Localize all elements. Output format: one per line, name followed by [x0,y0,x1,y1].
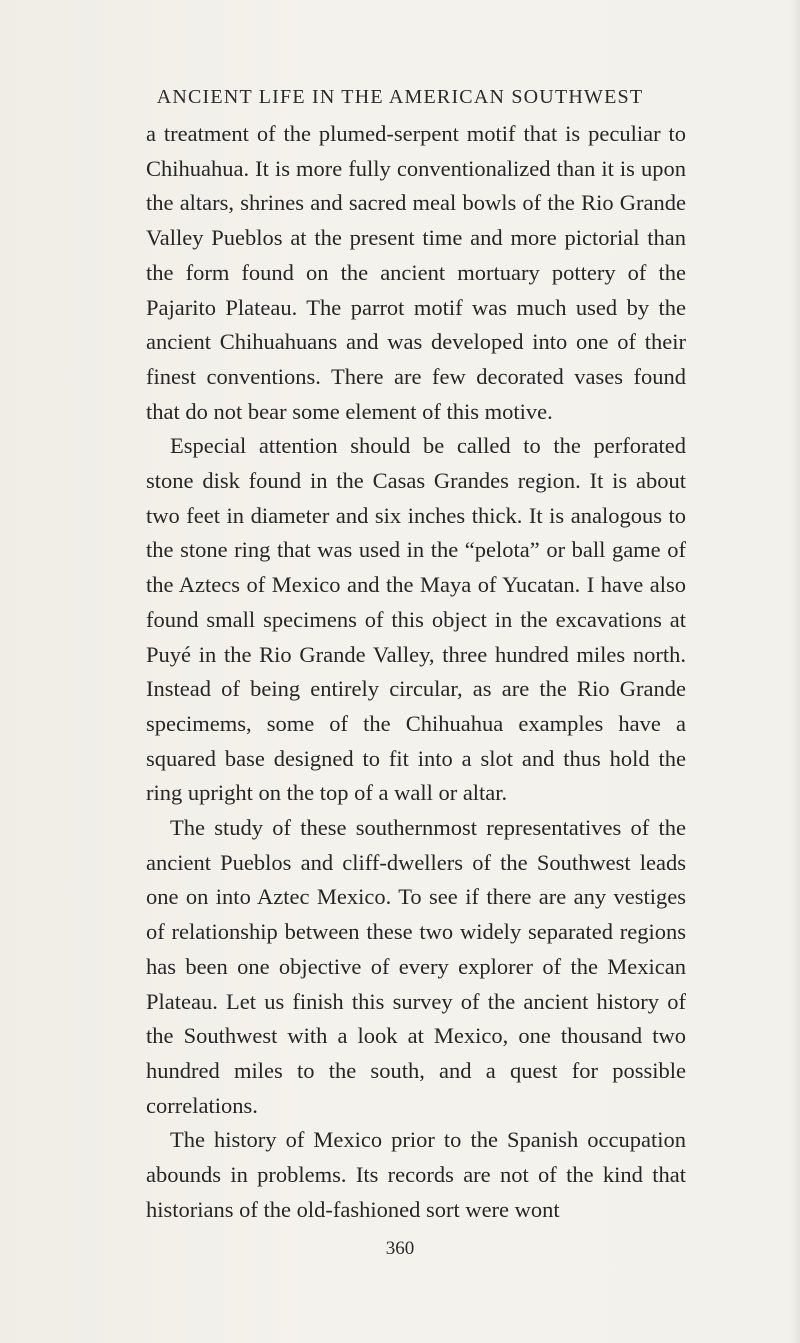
page-edge-shadow [790,0,800,1343]
paragraph-1: a treatment of the plumed-serpent motif that is peculiar to Chihuahua. It is more fully conventionalized than it is upon the altars, shrines and sacred meal bowls of the Rio Grande Valley Pueblos at the present time and more pictorial than the form found on the ancient mortuary pottery of the Pajarito Plateau. The parrot motif was much used by the ancient Chihuahuans and was developed into one of their finest conventions. There are few decorated vases found that do not bear some element of this motive. [146,121,686,424]
paragraph-3: The study of these southernmost representatives of the ancient Pueblos and cliff-dwellers of the Southwest leads one on into Aztec Mexico. To see if there are any vestiges of relationship between these two widely separated regions has been one objective of every explorer of the Mexican Plateau. Let us finish this survey of the ancient history of the Southwest with a look at Mexico, one thousand two hundred miles to the south, and a quest for possible correlations. [146,815,686,1118]
running-head: ANCIENT LIFE IN THE AMERICAN SOUTHWEST [156,86,644,108]
body-text [146,117,686,1228]
paragraph-4: The history of Mexico prior to the Spanish occupation abounds in problems. Its records are not of the kind that historians of the old-fashioned sort were wont [146,1127,686,1222]
paragraph-2: Especial attention should be called to the perforated stone disk found in the Casas Grandes region. It is about two feet in diameter and six inches thick. It is analogous to the stone ring that was used in the “pelota” or ball game of the Aztecs of Mexico and the Maya of Yucatan. I have also found small specimens of this object in the excavations at Puyé in the Rio Grande Valley, three hundred miles north. Instead of being entirely circular, as are the Rio Grande specimems, some of the Chihuahua examples have a squared base designed to fit into a slot and thus hold the ring upright on the top of a wall or altar. [146,433,686,806]
page-number: 360 [385,1238,415,1259]
